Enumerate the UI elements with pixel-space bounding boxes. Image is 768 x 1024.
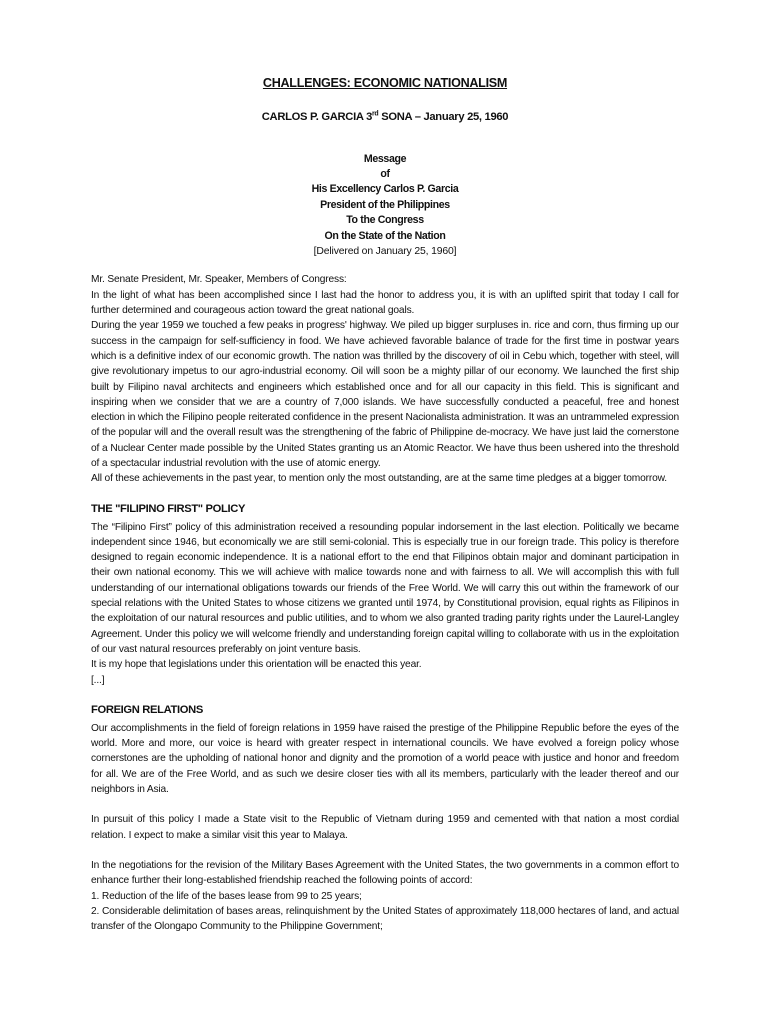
points-of-accord-list [91,889,679,935]
section-heading-foreign-relations: FOREIGN RELATIONS [91,703,203,716]
filipino-first-section [91,520,679,688]
list-item: 1. Reduction of the life of the bases lease from 99 to 25 years; [91,890,362,902]
subtitle-ordinal-suffix: rd [372,110,379,118]
body-paragraph: During the year 1959 we touched a few peaks in progress' highway. We piled up bigger surpluses in. rice and corn, thus firming up our success in the campaign for self-sufficiency in food. We have achieved favorable balance of trade for the first time in postwar years which is a definitive index of our economic growth. The nation was thrilled by the discovery of oil in Cebu which, together with steel, will give revolutionary impetus to our agro-industrial economy. Oil will soon be a mighty pillar of our economy. We launched the first ship built by Filipino naval architects and engineers which established once and for all our capacity in this field. This is significant and inspiring when we consider that we are a country of 7,000 islands. We have successfully conducted a peaceful, free and honest election in which the Filipino people reiterated confidence in the present Nacionalista administration. It was an untrammeled expression of the popular will and the overall result was the strengthening of the fabric of Philippine de-mocracy. We have just laid the cornerstone of a Nuclear Center made possible by the United States granting us an Atomic Reactor. We have thus been ushered into the threshold of a spectacular industrial revolution with the use of atomic energy. [91,320,679,469]
body-paragraph: Our accomplishments in the field of foreign relations in 1959 have raised the prestige of the Philippine Republic before the eyes of the world. More and more, our voice is heard with greater respect in international councils. We have evolved a foreign policy whose cornerstones are the upholding of national honor and dignity and the promotion of a world peace with justice and honor and freedom for all. We are of the Free World, and as such we desire closer ties with all its members, particularly with the leader thereof and our neighbors in Asia. [91,722,679,796]
foreign-relations-section [91,721,679,935]
body-paragraph: In the negotiations for the revision of the Military Bases Agreement with the United States, the two governments in a common effort to enhance further their long-established friendship reached the following points of accord: [91,859,679,887]
message-line: To the Congress [346,214,424,227]
body-paragraph: In the light of what has been accomplished since I last had the honor to address you, it is with an uplifted spirit that today I call for further determined and courageous action toward the great national goals. [91,289,679,317]
body-paragraph: The “Filipino First” policy of this administration received a resounding popular indorsement in the last election. Politically we became independent since 1946, but economically we are still semi-colonial. This is especially true in our foreign trade. This policy is therefore designed to regain economic independence. It is a national effort to the end that Filipinos obtain major and dominant participation in their own national economy. This we will achieve with malice towards none and with fairness to all. We will accomplish this with full understanding of our international obligations towards our friends of the Free World. We will carry this out within the framework of our special relations with the United States to whose citizens we granted until 1974, by Constitutional provision, equal rights as Filipinos in the exploitation of our natural resources and public utilities, and to whom we also granted trading parity rights under the Laurel-Langley Agreement. Under this policy we will welcome friendly and understanding foreign capital willing to collaborate with us in the exploitation of our vast natural resources preferably on joint venture basis. [91,521,679,655]
document-subtitle [91,110,679,125]
intro-section [91,272,679,486]
body-paragraph: It is my hope that legislations under this orientation will be enacted this year. [91,659,422,671]
message-line: On the State of the Nation [324,229,446,242]
message-line: President of the Philippines [320,198,450,211]
delivered-date: [Delivered on January 25, 1960] [313,246,457,258]
message-line: His Excellency Carlos P. Garcia [311,183,459,196]
message-line: of [380,168,390,180]
section-heading-filipino-first: THE "FILIPINO FIRST" POLICY [91,502,246,515]
salutation: Mr. Senate President, Mr. Speaker, Members of Congress: [91,274,347,286]
document-title: CHALLENGES: ECONOMIC NATIONALISM [262,76,508,90]
list-item: 2. Considerable delimitation of bases areas, relinquishment by the United States of approximately 118,000 hectares of land, and actual transfer of the Olongapo Community to the Philippine Government; [91,905,679,933]
message-line: Message [363,152,407,165]
subtitle-prefix: CARLOS P. GARCIA 3 [261,111,372,124]
ellipsis-marker: [...] [91,674,105,686]
body-paragraph: In pursuit of this policy I made a State visit to the Republic of Vietnam during 1959 and cemented with that nation a most cordial relation. I expect to make a similar visit this year to Malaya. [91,814,679,841]
message-header-block [91,152,679,260]
body-paragraph: All of these achievements in the past year, to mention only the most outstanding, are at the same time pledges at a bigger tomorrow. [91,473,667,485]
document-page [91,76,679,934]
subtitle-suffix: SONA – January 25, 1960 [378,111,509,124]
